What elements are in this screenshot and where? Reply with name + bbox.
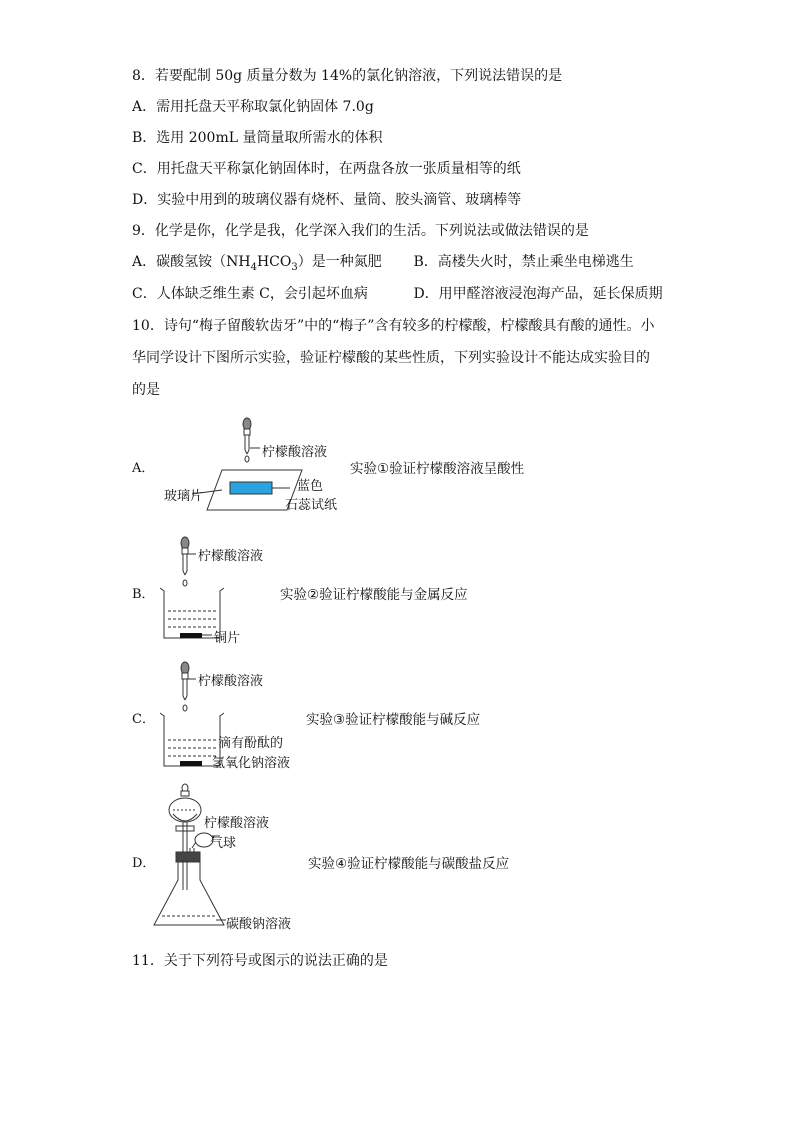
- q9-option-c: C．人体缺乏维生素 C，会引起坏血病: [132, 286, 368, 302]
- q9-option-a: A．碳酸氢铵$(NH_4HCO_3)$是一种氮肥: [132, 254, 382, 273]
- figure-c-dropper-label: 柠檬酸溶液: [198, 674, 264, 689]
- figure-b-description: 实验②验证柠檬酸能与金属反应: [280, 587, 468, 603]
- figure-b-copper-label: 铜片: [214, 631, 241, 646]
- figure-a-paper-label-1: 蓝色: [297, 479, 324, 494]
- figure-d-balloon-label: 气球: [210, 836, 237, 851]
- figure-a: [132, 412, 692, 522]
- q9-option-d: D．用甲醛溶液浸泡海产品，延长保质期: [413, 286, 663, 302]
- q9-option-b: B．高楼失火时，禁止乘坐电梯逃生: [413, 254, 634, 270]
- figure-d-letter: D．: [132, 856, 156, 871]
- figure-a-paper-label-2: 石蕊试纸: [285, 498, 338, 513]
- q9-stem: 9．化学是你，化学是我，化学深入我们的生活。下列说法或做法错误的是: [132, 223, 589, 239]
- figure-b: [132, 533, 692, 645]
- figure-b-dropper-label: 柠檬酸溶液: [198, 549, 264, 564]
- figure-b-letter: B．: [132, 587, 155, 602]
- figure-d: [132, 782, 692, 937]
- figure-a-dropper-label: 柠檬酸溶液: [262, 445, 328, 460]
- q8-option-d: D．实验中用到的玻璃仪器有烧杯、量筒、胶头滴管、玻璃棒等: [132, 192, 522, 208]
- figure-c-solution-label-2: 氢氧化钠溶液: [212, 756, 291, 771]
- q10-stem-line1: 10．诗句“梅子留酸软齿牙”中的“梅子”含有较多的柠檬酸，柠檬酸具有酸的通性。小: [132, 318, 655, 334]
- q8-option-b: B．选用 200mL 量筒量取所需水的体积: [132, 130, 383, 146]
- q8-stem: 8．若要配制 50g 质量分数为 14%的氯化钠溶液，下列说法错误的是: [132, 68, 563, 84]
- q10-stem-line2: 华同学设计下图所示实验，验证柠檬酸的某些性质，下列实验设计不能达成实验目的: [132, 350, 650, 366]
- q8-option-a: A．需用托盘天平称取氯化钠固体 7.0g: [132, 99, 374, 115]
- figure-c: [132, 658, 692, 773]
- q8-option-c: C．用托盘天平称氯化钠固体时，在两盘各放一张质量相等的纸: [132, 161, 521, 177]
- figure-d-funnel-label: 柠檬酸溶液: [204, 816, 270, 831]
- figure-a-description: 实验①验证柠檬酸溶液呈酸性: [350, 461, 525, 477]
- figure-c-description: 实验③验证柠檬酸能与碱反应: [306, 712, 481, 728]
- figure-d-flask-label: 碳酸钠溶液: [226, 917, 292, 932]
- q9-options-row1: [132, 252, 634, 278]
- figure-c-solution-label-1: 滴有酚酞的: [218, 736, 284, 751]
- q11-stem: 11．关于下列符号或图示的说法正确的是: [132, 953, 388, 969]
- figure-a-letter: A．: [132, 461, 155, 476]
- figure-c-letter: C．: [132, 712, 155, 727]
- figure-d-description: 实验④验证柠檬酸能与碳酸盐反应: [308, 856, 510, 872]
- q9-options-row2: [132, 284, 663, 304]
- q10-stem-line3: 的是: [132, 382, 160, 398]
- figure-a-glass-label: 玻璃片: [164, 489, 204, 504]
